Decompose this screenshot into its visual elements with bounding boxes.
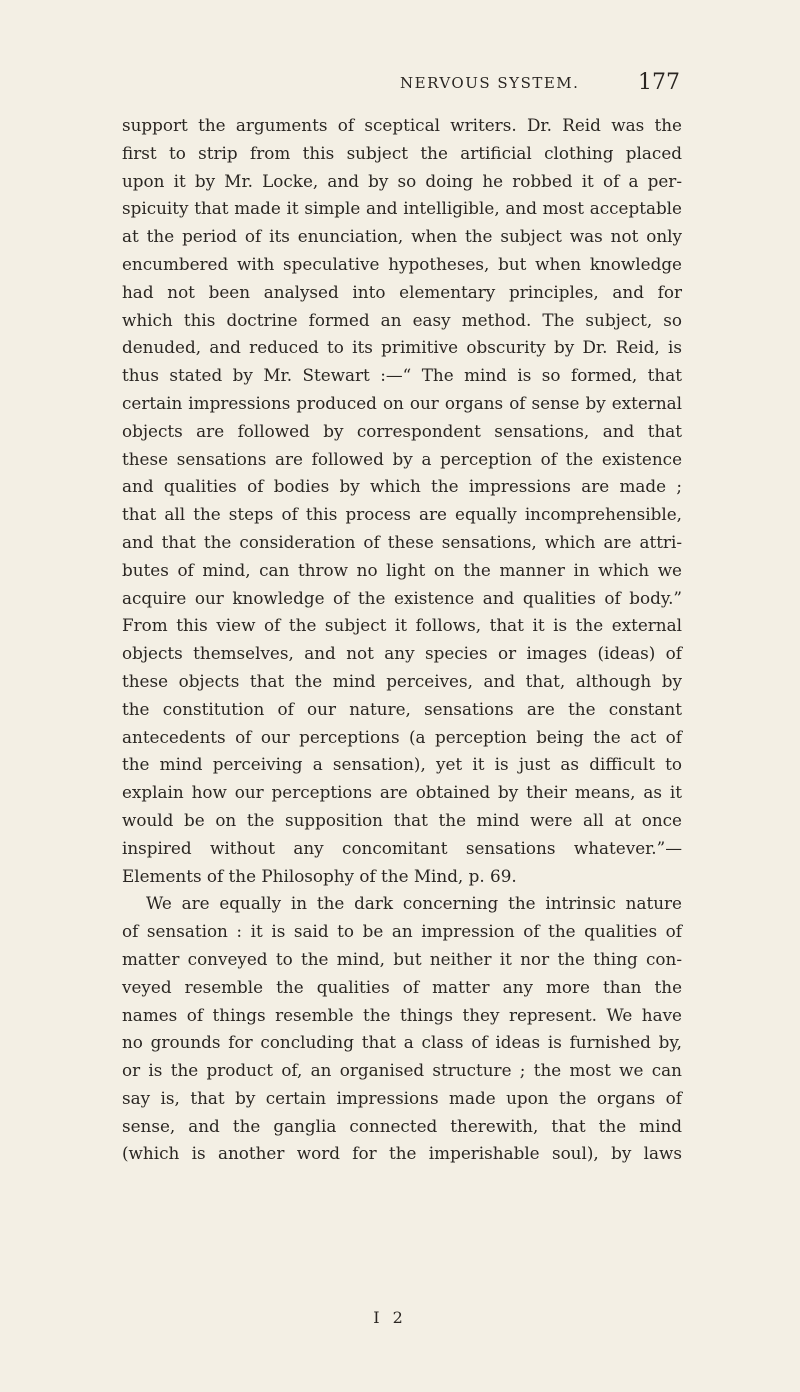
text-line: objects themselves, and not any species or images (ideas) of: [122, 643, 682, 664]
text-line: had not been analysed into elementary principles, and for: [122, 281, 682, 302]
text-line: would be on the supposition that the mind were all at once: [122, 809, 682, 830]
signature-text: I 2: [373, 1308, 407, 1327]
running-title: NERVOUS SYSTEM.: [400, 74, 580, 92]
text-line: antecedents of our perceptions (a perception being the act of: [122, 726, 682, 747]
text-line: explain how our perceptions are obtained by their means, as it: [122, 782, 682, 803]
text-line: acquire our knowledge of the existence and qualities of body.”: [122, 587, 682, 608]
text-line: and qualities of bodies by which the impressions are made ;: [122, 476, 682, 497]
text-line: spicuity that made it simple and intelligible, and most acceptable: [122, 198, 682, 219]
page-number: 177: [638, 70, 680, 95]
text-line: of sensation : it is said to be an impression of the qualities of: [122, 921, 682, 942]
text-line: (which is another word for the imperishable soul), by laws: [122, 1143, 682, 1164]
text-line: Elements of the Philosophy of the Mind, p. 69.: [122, 865, 517, 886]
text-line: no grounds for concluding that a class of ideas is furnished by,: [122, 1032, 682, 1053]
text-line: the mind perceiving a sensation), yet it is just as difficult to: [122, 754, 682, 775]
body-text: [122, 112, 682, 1168]
text-line: encumbered with speculative hypotheses, but when knowledge: [122, 253, 682, 274]
text-line: thus stated by Mr. Stewart :—“ The mind is so formed, that: [122, 365, 682, 386]
text-line: certain impressions produced on our organs of sense by external: [122, 392, 682, 413]
text-line: at the period of its enunciation, when the subject was not only: [122, 226, 682, 247]
text-line: upon it by Mr. Locke, and by so doing he robbed it of a per-: [122, 170, 682, 191]
text-line: From this view of the subject it follows, that it is the external: [122, 615, 682, 636]
paragraph: [122, 890, 682, 1168]
text-line: sense, and the ganglia connected therewith, that the mind: [122, 1115, 682, 1136]
signature-mark: [0, 1308, 800, 1327]
text-line: objects are followed by correspondent sensations, and that: [122, 420, 682, 441]
paragraph: [122, 112, 682, 890]
text-line: names of things resemble the things they represent. We have: [122, 1004, 682, 1025]
text-line: say is, that by certain impressions made upon the organs of: [122, 1087, 682, 1108]
text-line: matter conveyed to the mind, but neither it nor the thing con-: [122, 948, 682, 969]
text-line: or is the product of, an organised structure ; the most we can: [122, 1060, 682, 1081]
text-line: support the arguments of sceptical writers. Dr. Reid was the: [122, 115, 682, 135]
text-line: first to strip from this subject the artificial clothing placed: [122, 142, 682, 163]
text-line: that all the steps of this process are equally incomprehensible,: [122, 504, 682, 525]
text-line: the constitution of our nature, sensations are the constant: [122, 698, 682, 719]
text-line: inspired without any concomitant sensations whatever.”—: [122, 837, 682, 858]
text-line: We are equally in the dark concerning the intrinsic nature: [146, 893, 682, 914]
text-line: and that the consideration of these sensations, which are attri-: [122, 531, 682, 552]
text-line: denuded, and reduced to its primitive obscurity by Dr. Reid, is: [122, 337, 682, 358]
text-line: these objects that the mind perceives, and that, although by: [122, 670, 682, 691]
text-line: butes of mind, can throw no light on the manner in which we: [122, 559, 682, 580]
text-line: which this doctrine formed an easy method. The subject, so: [122, 309, 682, 330]
text-line: these sensations are followed by a perception of the existence: [122, 448, 682, 469]
running-head: [0, 70, 800, 100]
text-line: veyed resemble the qualities of matter any more than the: [122, 976, 682, 997]
